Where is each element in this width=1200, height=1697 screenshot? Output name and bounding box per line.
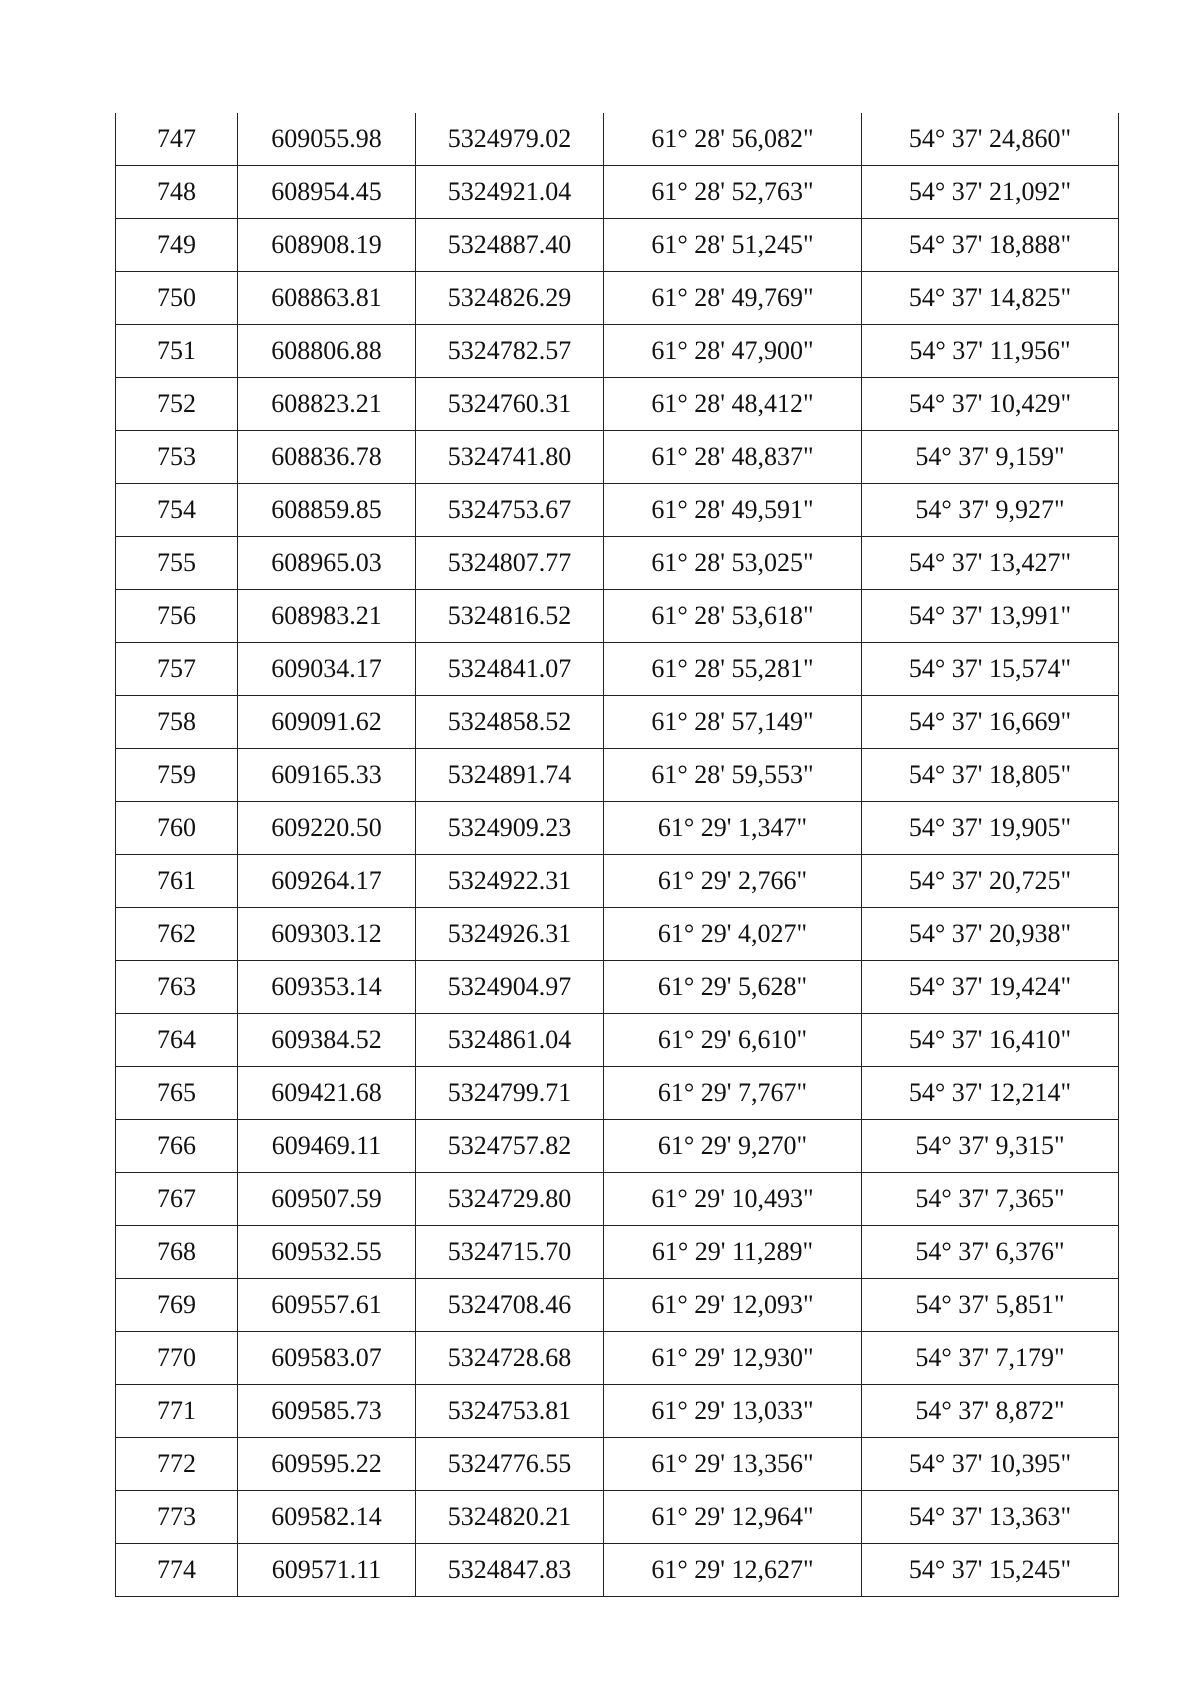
longitude-cell: 61° 28' 47,900" [604, 325, 862, 378]
table-row [116, 908, 1119, 961]
longitude-cell: 61° 29' 12,627" [604, 1544, 862, 1597]
longitude-cell: 61° 29' 9,270" [604, 1120, 862, 1173]
longitude-cell: 61° 28' 48,837" [604, 431, 862, 484]
y-coordinate-cell: 5324782.57 [416, 325, 604, 378]
longitude-cell: 61° 28' 51,245" [604, 219, 862, 272]
table-row [116, 1491, 1119, 1544]
table-row [116, 855, 1119, 908]
table-row [116, 1226, 1119, 1279]
latitude-cell: 54° 37' 13,363" [862, 1491, 1119, 1544]
point-number-cell: 769 [116, 1279, 238, 1332]
point-number-cell: 774 [116, 1544, 238, 1597]
longitude-cell: 61° 28' 56,082" [604, 113, 862, 166]
latitude-cell: 54° 37' 13,427" [862, 537, 1119, 590]
longitude-cell: 61° 28' 49,769" [604, 272, 862, 325]
point-number-cell: 764 [116, 1014, 238, 1067]
latitude-cell: 54° 37' 8,872" [862, 1385, 1119, 1438]
table-row [116, 1067, 1119, 1120]
coordinates-table-body [116, 113, 1119, 1597]
y-coordinate-cell: 5324926.31 [416, 908, 604, 961]
point-number-cell: 771 [116, 1385, 238, 1438]
x-coordinate-cell: 609303.12 [238, 908, 416, 961]
y-coordinate-cell: 5324820.21 [416, 1491, 604, 1544]
longitude-cell: 61° 28' 52,763" [604, 166, 862, 219]
table-row [116, 749, 1119, 802]
point-number-cell: 765 [116, 1067, 238, 1120]
longitude-cell: 61° 28' 48,412" [604, 378, 862, 431]
point-number-cell: 768 [116, 1226, 238, 1279]
latitude-cell: 54° 37' 6,376" [862, 1226, 1119, 1279]
table-row [116, 166, 1119, 219]
longitude-cell: 61° 29' 12,964" [604, 1491, 862, 1544]
x-coordinate-cell: 608859.85 [238, 484, 416, 537]
point-number-cell: 767 [116, 1173, 238, 1226]
x-coordinate-cell: 609165.33 [238, 749, 416, 802]
point-number-cell: 753 [116, 431, 238, 484]
x-coordinate-cell: 609595.22 [238, 1438, 416, 1491]
point-number-cell: 750 [116, 272, 238, 325]
y-coordinate-cell: 5324715.70 [416, 1226, 604, 1279]
y-coordinate-cell: 5324979.02 [416, 113, 604, 166]
x-coordinate-cell: 608823.21 [238, 378, 416, 431]
x-coordinate-cell: 609264.17 [238, 855, 416, 908]
latitude-cell: 54° 37' 20,938" [862, 908, 1119, 961]
point-number-cell: 757 [116, 643, 238, 696]
latitude-cell: 54° 37' 9,159" [862, 431, 1119, 484]
table-row [116, 537, 1119, 590]
x-coordinate-cell: 609532.55 [238, 1226, 416, 1279]
table-row [116, 1120, 1119, 1173]
x-coordinate-cell: 609507.59 [238, 1173, 416, 1226]
y-coordinate-cell: 5324904.97 [416, 961, 604, 1014]
y-coordinate-cell: 5324921.04 [416, 166, 604, 219]
x-coordinate-cell: 609582.14 [238, 1491, 416, 1544]
point-number-cell: 773 [116, 1491, 238, 1544]
x-coordinate-cell: 609421.68 [238, 1067, 416, 1120]
table-row [116, 590, 1119, 643]
x-coordinate-cell: 609557.61 [238, 1279, 416, 1332]
x-coordinate-cell: 609055.98 [238, 113, 416, 166]
table-row [116, 1279, 1119, 1332]
point-number-cell: 756 [116, 590, 238, 643]
latitude-cell: 54° 37' 21,092" [862, 166, 1119, 219]
longitude-cell: 61° 28' 55,281" [604, 643, 862, 696]
y-coordinate-cell: 5324728.68 [416, 1332, 604, 1385]
point-number-cell: 747 [116, 113, 238, 166]
point-number-cell: 772 [116, 1438, 238, 1491]
longitude-cell: 61° 29' 11,289" [604, 1226, 862, 1279]
y-coordinate-cell: 5324816.52 [416, 590, 604, 643]
latitude-cell: 54° 37' 18,805" [862, 749, 1119, 802]
x-coordinate-cell: 609220.50 [238, 802, 416, 855]
y-coordinate-cell: 5324841.07 [416, 643, 604, 696]
x-coordinate-cell: 608806.88 [238, 325, 416, 378]
point-number-cell: 770 [116, 1332, 238, 1385]
x-coordinate-cell: 609091.62 [238, 696, 416, 749]
x-coordinate-cell: 609353.14 [238, 961, 416, 1014]
latitude-cell: 54° 37' 9,927" [862, 484, 1119, 537]
latitude-cell: 54° 37' 14,825" [862, 272, 1119, 325]
longitude-cell: 61° 29' 12,930" [604, 1332, 862, 1385]
latitude-cell: 54° 37' 7,179" [862, 1332, 1119, 1385]
longitude-cell: 61° 29' 5,628" [604, 961, 862, 1014]
table-row [116, 961, 1119, 1014]
y-coordinate-cell: 5324799.71 [416, 1067, 604, 1120]
latitude-cell: 54° 37' 15,574" [862, 643, 1119, 696]
y-coordinate-cell: 5324861.04 [416, 1014, 604, 1067]
table-row [116, 378, 1119, 431]
table-row [116, 272, 1119, 325]
latitude-cell: 54° 37' 20,725" [862, 855, 1119, 908]
table-row [116, 325, 1119, 378]
point-number-cell: 752 [116, 378, 238, 431]
table-row [116, 431, 1119, 484]
latitude-cell: 54° 37' 18,888" [862, 219, 1119, 272]
point-number-cell: 762 [116, 908, 238, 961]
latitude-cell: 54° 37' 12,214" [862, 1067, 1119, 1120]
point-number-cell: 755 [116, 537, 238, 590]
latitude-cell: 54° 37' 7,365" [862, 1173, 1119, 1226]
y-coordinate-cell: 5324708.46 [416, 1279, 604, 1332]
x-coordinate-cell: 609583.07 [238, 1332, 416, 1385]
latitude-cell: 54° 37' 9,315" [862, 1120, 1119, 1173]
y-coordinate-cell: 5324887.40 [416, 219, 604, 272]
x-coordinate-cell: 608836.78 [238, 431, 416, 484]
latitude-cell: 54° 37' 24,860" [862, 113, 1119, 166]
table-row [116, 1014, 1119, 1067]
point-number-cell: 749 [116, 219, 238, 272]
longitude-cell: 61° 29' 2,766" [604, 855, 862, 908]
y-coordinate-cell: 5324858.52 [416, 696, 604, 749]
y-coordinate-cell: 5324753.67 [416, 484, 604, 537]
longitude-cell: 61° 28' 57,149" [604, 696, 862, 749]
x-coordinate-cell: 609571.11 [238, 1544, 416, 1597]
point-number-cell: 763 [116, 961, 238, 1014]
y-coordinate-cell: 5324753.81 [416, 1385, 604, 1438]
point-number-cell: 766 [116, 1120, 238, 1173]
latitude-cell: 54° 37' 10,429" [862, 378, 1119, 431]
table-row [116, 643, 1119, 696]
longitude-cell: 61° 29' 4,027" [604, 908, 862, 961]
table-row [116, 1332, 1119, 1385]
table-row [116, 1173, 1119, 1226]
y-coordinate-cell: 5324757.82 [416, 1120, 604, 1173]
y-coordinate-cell: 5324741.80 [416, 431, 604, 484]
table-row [116, 113, 1119, 166]
x-coordinate-cell: 609585.73 [238, 1385, 416, 1438]
table-row [116, 219, 1119, 272]
longitude-cell: 61° 29' 13,033" [604, 1385, 862, 1438]
latitude-cell: 54° 37' 19,424" [862, 961, 1119, 1014]
table-row [116, 802, 1119, 855]
table-row [116, 1438, 1119, 1491]
y-coordinate-cell: 5324847.83 [416, 1544, 604, 1597]
x-coordinate-cell: 608863.81 [238, 272, 416, 325]
point-number-cell: 751 [116, 325, 238, 378]
latitude-cell: 54° 37' 11,956" [862, 325, 1119, 378]
x-coordinate-cell: 608965.03 [238, 537, 416, 590]
longitude-cell: 61° 28' 53,618" [604, 590, 862, 643]
y-coordinate-cell: 5324909.23 [416, 802, 604, 855]
longitude-cell: 61° 29' 7,767" [604, 1067, 862, 1120]
latitude-cell: 54° 37' 15,245" [862, 1544, 1119, 1597]
longitude-cell: 61° 28' 53,025" [604, 537, 862, 590]
latitude-cell: 54° 37' 5,851" [862, 1279, 1119, 1332]
point-number-cell: 761 [116, 855, 238, 908]
point-number-cell: 759 [116, 749, 238, 802]
y-coordinate-cell: 5324891.74 [416, 749, 604, 802]
point-number-cell: 758 [116, 696, 238, 749]
y-coordinate-cell: 5324729.80 [416, 1173, 604, 1226]
point-number-cell: 754 [116, 484, 238, 537]
table-row [116, 696, 1119, 749]
longitude-cell: 61° 29' 1,347" [604, 802, 862, 855]
latitude-cell: 54° 37' 16,669" [862, 696, 1119, 749]
longitude-cell: 61° 29' 13,356" [604, 1438, 862, 1491]
y-coordinate-cell: 5324922.31 [416, 855, 604, 908]
longitude-cell: 61° 29' 12,093" [604, 1279, 862, 1332]
longitude-cell: 61° 28' 59,553" [604, 749, 862, 802]
coordinates-table [115, 113, 1119, 1597]
x-coordinate-cell: 608954.45 [238, 166, 416, 219]
longitude-cell: 61° 29' 10,493" [604, 1173, 862, 1226]
x-coordinate-cell: 609034.17 [238, 643, 416, 696]
latitude-cell: 54° 37' 16,410" [862, 1014, 1119, 1067]
x-coordinate-cell: 609469.11 [238, 1120, 416, 1173]
latitude-cell: 54° 37' 13,991" [862, 590, 1119, 643]
x-coordinate-cell: 609384.52 [238, 1014, 416, 1067]
latitude-cell: 54° 37' 10,395" [862, 1438, 1119, 1491]
latitude-cell: 54° 37' 19,905" [862, 802, 1119, 855]
x-coordinate-cell: 608983.21 [238, 590, 416, 643]
table-row [116, 1544, 1119, 1597]
x-coordinate-cell: 608908.19 [238, 219, 416, 272]
point-number-cell: 748 [116, 166, 238, 219]
longitude-cell: 61° 28' 49,591" [604, 484, 862, 537]
y-coordinate-cell: 5324760.31 [416, 378, 604, 431]
longitude-cell: 61° 29' 6,610" [604, 1014, 862, 1067]
table-row [116, 484, 1119, 537]
y-coordinate-cell: 5324826.29 [416, 272, 604, 325]
y-coordinate-cell: 5324807.77 [416, 537, 604, 590]
point-number-cell: 760 [116, 802, 238, 855]
table-row [116, 1385, 1119, 1438]
y-coordinate-cell: 5324776.55 [416, 1438, 604, 1491]
